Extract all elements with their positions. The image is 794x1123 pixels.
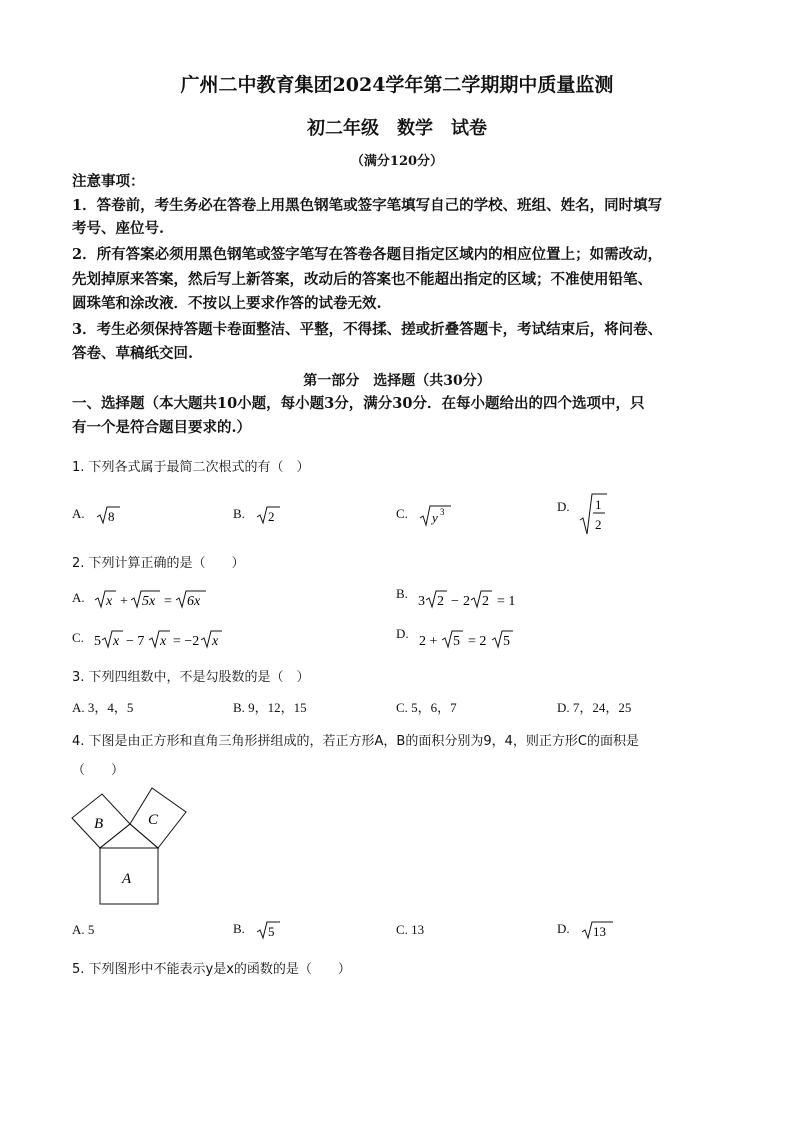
q2-option-d-label: D.	[396, 625, 409, 641]
q4-option-b	[233, 920, 280, 940]
label-c: C	[148, 812, 159, 828]
sqrt-symbol	[256, 920, 280, 940]
q1-option-a	[72, 505, 120, 525]
note-2-line-1: 2．所有答案必须用黑色钢笔或签字笔写在答卷各题目指定区域内的相应位置上；如需改动，	[72, 246, 663, 263]
section-instruction-line-2: 有一个是符合题目要求的.）	[72, 419, 252, 436]
q3-option-b: B. 9，12，15	[233, 700, 307, 715]
svg-text:5x: 5x	[141, 594, 156, 609]
q4-d-radicand: 13	[592, 924, 606, 939]
svg-text:=: =	[163, 594, 172, 609]
svg-text:2: 2	[463, 594, 471, 609]
svg-text:x: x	[105, 594, 113, 609]
svg-text:5: 5	[94, 634, 102, 649]
section-instruction-line-1: 一、选择题（本大题共10小题，每小题3分，满分30分．在每小题给出的四个选项中，只	[72, 395, 645, 412]
svg-text:2: 2	[482, 594, 490, 609]
q4-stem-line-2: （ ）	[72, 763, 125, 778]
q1-option-b-label: B.	[233, 505, 245, 521]
note-1-line-1: 1．答卷前，考生务必在答卷上用黑色钢笔或签字笔填写自己的学校、班组、姓名，同时填写	[72, 197, 663, 214]
q1-option-c	[396, 503, 451, 527]
q4-squares-figure	[68, 786, 192, 908]
q1-option-c-label: C.	[396, 505, 408, 521]
note-2-line-3: 圆珠笔和涂改液．不按以上要求作答的试卷无效.	[72, 295, 382, 312]
q2-option-a	[72, 588, 214, 610]
q1-d-numerator: 1	[594, 497, 602, 512]
q4-option-d	[557, 920, 613, 940]
q1-b-radicand: 2	[268, 509, 275, 524]
svg-text:x: x	[113, 634, 120, 649]
q4-option-d-label: D.	[557, 920, 570, 936]
sqrt-symbol	[256, 505, 280, 525]
q4-stem-line-1: 4. 下图是由正方形和直角三角形拼组成的，若正方形A，B的面积分别为9，4，则正方形C的面积是	[72, 734, 639, 749]
sqrt-symbol	[581, 920, 613, 940]
svg-text:3: 3	[418, 594, 426, 609]
q1-d-denominator: 2	[594, 517, 602, 532]
note-1-line-2: 考号、座位号.	[72, 220, 165, 237]
q2-option-b	[396, 585, 527, 610]
q3-stem: 3. 下列四组数中，不是勾股数的是（ ）	[72, 670, 310, 685]
note-3-line-2: 答卷、草稿纸交回.	[72, 345, 194, 362]
q1-c-exponent: 3	[440, 507, 445, 517]
q5-stem: 5. 下列图形中不能表示y是x的函数的是（ ）	[72, 962, 351, 977]
svg-text:= 2: = 2	[467, 634, 487, 649]
label-a: A	[122, 871, 132, 887]
svg-text:5: 5	[452, 634, 460, 649]
sqrt-fraction-symbol	[579, 492, 607, 536]
note-3-line-1: 3．考生必须保持答题卡卷面整洁、平整，不得揉、搓或折叠答题卡，考试结束后，将问卷、	[72, 321, 663, 338]
q2-stem: 2. 下列计算正确的是（ ）	[72, 556, 245, 571]
q3-option-a: A. 3，4，5	[72, 700, 134, 715]
svg-text:x: x	[212, 634, 219, 649]
sqrt-symbol	[419, 503, 451, 527]
q2-option-c	[72, 628, 223, 650]
q1-stem: 1. 下列各式属于最简二次根式的有（ ）	[72, 460, 310, 475]
q1-c-radicand: y	[432, 510, 438, 525]
svg-text:2: 2	[437, 594, 445, 609]
q2-c-expression	[93, 628, 223, 650]
q3-option-d: D. 7，24，25	[557, 700, 632, 715]
svg-text:= 1: = 1	[497, 594, 516, 609]
svg-text:x: x	[160, 634, 167, 649]
page-title: 广州二中教育集团2024学年第二学期期中质量监测	[180, 74, 614, 96]
q4-b-radicand: 5	[268, 924, 275, 939]
q2-a-expression	[94, 588, 214, 610]
q1-option-d-label: D.	[557, 498, 570, 514]
svg-text:2 +: 2 +	[418, 634, 438, 649]
label-b: B	[94, 816, 104, 832]
q1-option-b	[233, 505, 280, 525]
svg-text:= −2: = −2	[173, 634, 200, 649]
svg-text:− 7: − 7	[126, 634, 145, 649]
q2-b-expression	[417, 588, 527, 610]
q1-option-a-label: A.	[72, 505, 85, 521]
sqrt-symbol	[96, 505, 120, 525]
q1-a-radicand: 8	[107, 509, 115, 524]
svg-text:6x: 6x	[186, 594, 201, 609]
q4-option-a: A. 5	[72, 922, 95, 937]
part1-heading: 第一部分 选择题（共30分）	[303, 373, 491, 389]
q4-option-c: C. 13	[396, 922, 425, 937]
q2-option-a-label: A.	[72, 589, 85, 605]
svg-text:−: −	[451, 594, 460, 609]
q3-option-c: C. 5，6，7	[396, 700, 457, 715]
q2-option-c-label: C.	[72, 629, 84, 645]
note-2-line-2: 先划掉原来答案，然后写上新答案，改动后的答案也不能超出指定的区域；不准使用铅笔、	[72, 271, 652, 288]
notes-heading: 注意事项：	[72, 173, 145, 190]
svg-text:5: 5	[502, 634, 510, 649]
page-subtitle: 初二年级 数学 试卷	[307, 118, 487, 139]
q2-option-d	[396, 625, 518, 650]
q2-option-b-label: B.	[396, 585, 408, 601]
q1-option-d	[557, 492, 607, 536]
score-note: （满分120分）	[350, 154, 444, 169]
svg-text:+: +	[119, 594, 128, 609]
q4-option-b-label: B.	[233, 920, 245, 936]
q2-d-expression	[418, 628, 518, 650]
